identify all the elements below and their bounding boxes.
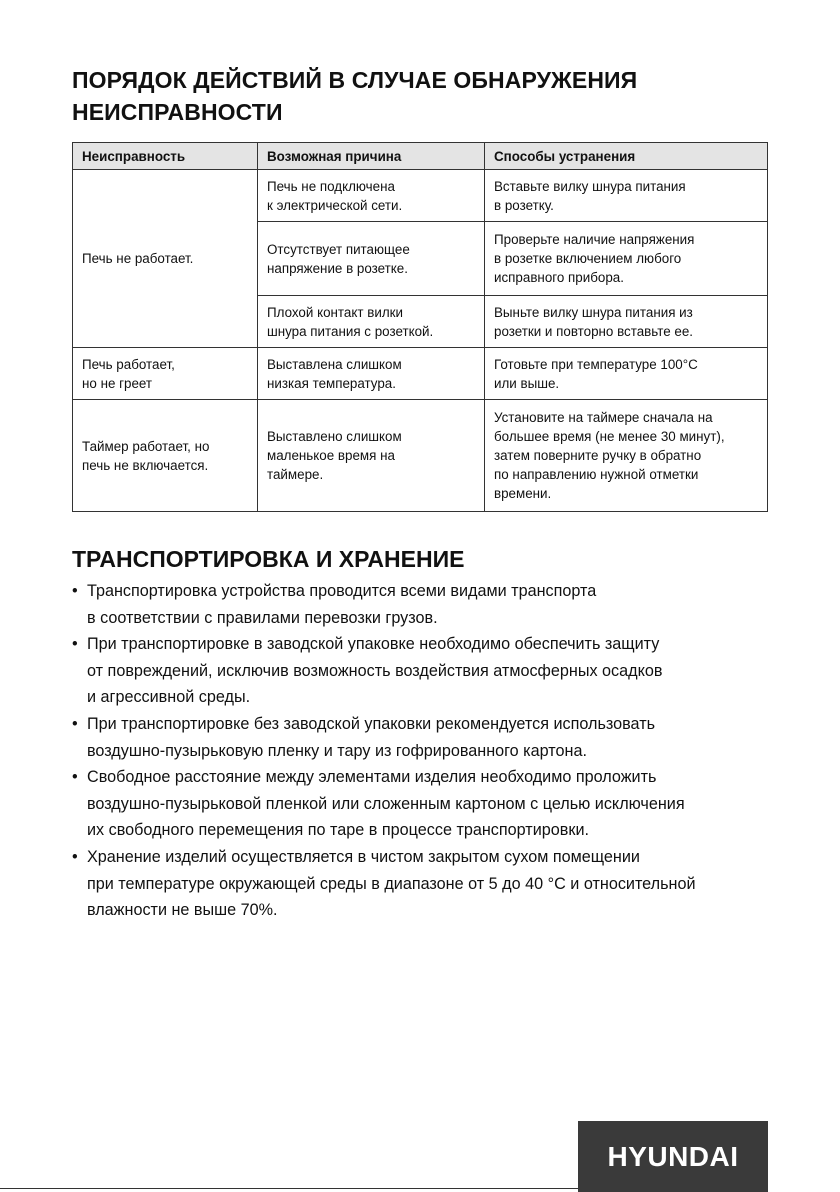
remedy-cell [485,348,768,400]
cause-cell [258,400,485,512]
transport-title: ТРАНСПОРТИРОВКА И ХРАНЕНИЕ [72,546,465,572]
cause-text: Отсутствует питающее [267,241,410,257]
list-item [72,764,792,844]
cause-cell [258,348,485,400]
cause-cell [258,296,485,348]
bullet-dot: • [72,768,78,787]
bullet-text: и агрессивной среды. [87,688,251,707]
cause-text: Выставлено слишком [267,429,402,444]
list-item [72,844,792,924]
cause-text: шнура питания с розеткой. [267,323,434,339]
bullet-text: при температуре окружающей среды в диапазоне от 5 до 40 °С и относительной [87,874,696,893]
header-fault: Неисправность [73,143,258,170]
bullet-text: воздушно-пузырьковой пленкой или сложенным картоном с целью исключения [87,794,685,813]
fault-cell [73,348,258,400]
cause-text: маленькое время на [267,448,395,463]
remedy-text: по направлению нужной отметки [494,467,699,482]
bottom-divider [0,1188,578,1189]
title-line: ПОРЯДОК ДЕЙСТВИЙ В СЛУЧАЕ ОБНАРУЖЕНИЯ [72,67,638,93]
transport-list [72,578,792,924]
bullet-text: При транспортировке в заводской упаковке необходимо обеспечить защиту [87,635,660,654]
bullet-text: При транспортировке без заводской упаковки рекомендуется использовать [87,714,656,733]
fault-cell [73,400,258,512]
list-item [72,578,792,631]
bullet-text: Транспортировка устройства проводится всеми видами транспорта [87,582,597,600]
bullet-text: в соответствии с правилами перевозки грузов. [87,608,438,627]
bullet-dot: • [72,714,78,733]
fault-text: Печь не работает. [82,251,194,266]
fault-text: печь не включается. [82,457,209,473]
header-remedy: Способы устранения [485,143,768,170]
fault-cell [73,170,258,348]
bullet-text: Хранение изделий осуществляется в чистом закрытом сухом помещении [87,847,640,866]
fault-text: но не греет [82,375,153,391]
bullet-text: воздушно-пузырьковую пленку и тару из гофрированного картона. [87,741,587,760]
bullet-dot: • [72,582,78,600]
remedy-text: затем поверните ручку в обратно [494,448,702,463]
cause-cell [258,222,485,296]
table-row [73,348,768,400]
remedy-text: Вставьте вилку шнура питания [494,178,686,194]
remedy-text: розетки и повторно вставьте ее. [494,323,693,339]
remedy-text: Готовьте при температуре 100°С [494,356,698,372]
remedy-text: в розетке включением любого [494,251,682,266]
logo-text: HYUNDAI [607,1140,739,1172]
table-header-row [73,143,768,170]
remedy-cell [485,400,768,512]
list-item [72,631,792,711]
cause-cell [258,170,485,222]
troubleshooting-table [72,142,768,512]
bullet-text: их свободного перемещения по таре в процессе транспортировки. [87,821,589,840]
cause-text: напряжение в розетке. [267,260,408,276]
cause-text: таймере. [267,467,324,482]
bullet-dot: • [72,635,78,654]
remedy-text: Проверьте наличие напряжения [494,232,695,247]
remedy-text: или выше. [494,375,560,391]
remedy-text: в розетку. [494,197,554,213]
remedy-text: исправного прибора. [494,270,624,285]
bullet-text: влажности не выше 70%. [87,901,278,920]
title-line: НЕИСПРАВНОСТИ [72,99,283,125]
list-item [72,711,792,764]
fault-text: Печь работает, [82,356,175,372]
remedy-text: большее время (не менее 30 минут), [494,429,725,444]
header-cause: Возможная причина [258,143,485,170]
remedy-cell [485,222,768,296]
table-row [73,170,768,222]
cause-text: Выставлена слишком [267,356,402,372]
remedy-text: времени. [494,486,552,501]
cause-text: Печь не подключена [267,178,395,194]
hyundai-logo [578,1121,768,1192]
remedy-text: Выньте вилку шнура питания из [494,304,693,320]
cause-text: к электрической сети. [267,197,403,213]
fault-text: Таймер работает, но [82,438,210,454]
bullet-text: Свободное расстояние между элементами изделия необходимо проложить [87,768,657,787]
bullet-text: от повреждений, исключив возможность воздействия атмосферных осадков [87,661,663,680]
remedy-cell [485,170,768,222]
troubleshooting-title [72,64,772,128]
remedy-cell [485,296,768,348]
bullet-dot: • [72,847,78,866]
table-row [73,400,768,512]
table-body [73,170,768,512]
cause-text: низкая температура. [267,375,396,391]
cause-text: Плохой контакт вилки [267,304,403,320]
remedy-text: Установите на таймере сначала на [494,410,713,425]
